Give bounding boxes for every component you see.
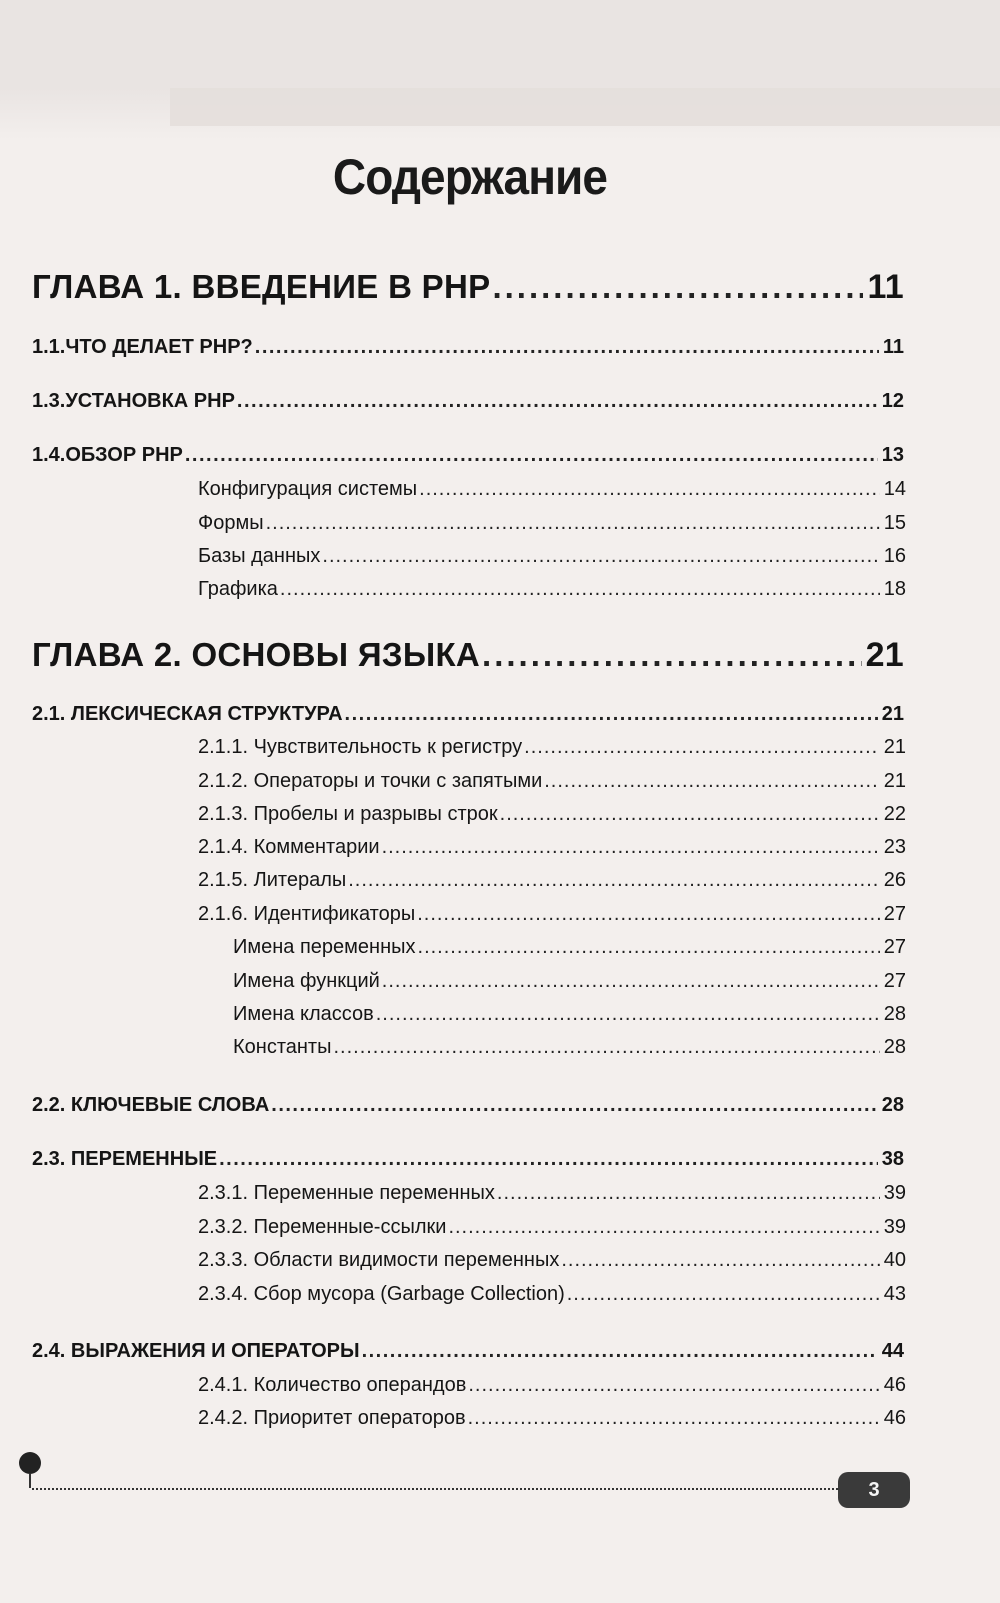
toc-page-number: 44 <box>881 1340 904 1362</box>
toc-page-number: 18 <box>883 578 906 600</box>
toc-section <box>32 1094 904 1117</box>
toc-leader-dots <box>567 1283 880 1306</box>
toc-subsection <box>198 770 906 793</box>
toc-subsection <box>198 903 906 926</box>
toc-subsection <box>198 803 906 826</box>
page-title: Содержание <box>332 149 608 205</box>
toc-page-number: 27 <box>883 936 906 958</box>
toc-leader-dots <box>280 578 880 601</box>
toc-section <box>32 1340 904 1363</box>
toc-subsubsection <box>233 1036 906 1059</box>
toc-chapter <box>32 636 904 675</box>
toc-leader-dots <box>497 1182 880 1205</box>
toc-leader-dots <box>266 512 880 535</box>
toc-entry-label: Имена функций <box>233 970 380 992</box>
toc-entry-label: 2.3.4. Сбор мусора (Garbage Collection) <box>198 1283 565 1305</box>
toc-entry-label: 2.4. ВЫРАЖЕНИЯ И ОПЕРАТОРЫ <box>32 1340 360 1362</box>
toc-entry-label: 2.4.1. Количество операндов <box>198 1374 467 1396</box>
toc-entry-label: 2.1.5. Литералы <box>198 869 347 891</box>
toc-page-number: 15 <box>883 512 906 534</box>
toc-page-number: 13 <box>881 444 904 466</box>
toc-leader-dots <box>348 869 880 892</box>
toc-leader-dots <box>362 1340 878 1363</box>
toc-subsection <box>198 1249 906 1272</box>
toc-leader-dots <box>418 936 880 959</box>
toc-page-number: 21 <box>881 703 904 725</box>
toc-entry-label: 2.3.1. Переменные переменных <box>198 1182 495 1204</box>
toc-leader-dots <box>382 836 880 859</box>
toc-page-number: 27 <box>883 903 906 925</box>
toc-leader-dots <box>500 803 880 826</box>
toc-page-number: 28 <box>883 1036 906 1058</box>
toc-subsubsection <box>233 1003 906 1026</box>
toc-entry-label: 2.1. ЛЕКСИЧЕСКАЯ СТРУКТУРА <box>32 703 343 725</box>
toc-page-number: 11 <box>882 336 904 358</box>
toc-page-number: 46 <box>883 1374 906 1396</box>
toc-page-number: 26 <box>883 869 906 891</box>
toc-entry-label: Формы <box>198 512 264 534</box>
toc-page-number: 16 <box>883 545 906 567</box>
toc-section <box>32 1148 904 1171</box>
toc-leader-dots <box>524 736 880 759</box>
toc-section <box>32 444 904 467</box>
footer-bullet-icon <box>19 1452 41 1474</box>
toc-entry-label: 2.4.2. Приоритет операторов <box>198 1407 466 1429</box>
toc-leader-dots <box>322 545 879 568</box>
toc-page-number: 39 <box>883 1216 906 1238</box>
toc-page-number: 21 <box>865 636 904 674</box>
toc-leader-dots <box>376 1003 880 1026</box>
toc-entry-label: 2.3.2. Переменные-ссылки <box>198 1216 447 1238</box>
toc-page-number: 21 <box>883 736 906 758</box>
toc-entry-label: 1.4.ОБЗОР PHP <box>32 444 183 466</box>
toc-subsection <box>198 1407 906 1430</box>
toc-page-number: 28 <box>883 1003 906 1025</box>
toc-entry-label: Имена классов <box>233 1003 374 1025</box>
toc-leader-dots <box>544 770 880 793</box>
toc-leader-dots <box>482 636 862 674</box>
toc-page-number: 46 <box>883 1407 906 1429</box>
toc-entry-label: 2.2. КЛЮЧЕВЫЕ СЛОВА <box>32 1094 270 1116</box>
toc-section <box>32 390 904 413</box>
toc-subsection <box>198 1283 906 1306</box>
toc-leader-dots <box>561 1249 879 1272</box>
toc-leader-dots <box>219 1148 878 1171</box>
toc-entry-label: Графика <box>198 578 278 600</box>
toc-page-number: 23 <box>883 836 906 858</box>
toc-leader-dots <box>468 1407 880 1430</box>
toc-leader-dots <box>255 336 879 359</box>
toc-entry-label: Имена переменных <box>233 936 416 958</box>
toc-page-number: 39 <box>883 1182 906 1204</box>
toc-subsection <box>198 869 906 892</box>
toc-entry-label: 2.3. ПЕРЕМЕННЫЕ <box>32 1148 218 1170</box>
toc-leader-dots <box>345 703 878 726</box>
toc-subsection <box>198 478 906 501</box>
toc-entry-label: 2.3.3. Области видимости переменных <box>198 1249 560 1271</box>
toc-subsection <box>198 1374 906 1397</box>
toc-entry-label: 1.1.ЧТО ДЕЛАЕТ PHP? <box>32 336 253 358</box>
toc-leader-dots <box>417 903 880 926</box>
toc-subsection <box>198 1182 906 1205</box>
toc-subsection <box>198 1216 906 1239</box>
toc-entry-label: Константы <box>233 1036 332 1058</box>
toc-entry-label: 2.1.4. Комментарии <box>198 836 380 858</box>
toc-section <box>32 336 904 359</box>
toc-page-number: 11 <box>867 268 904 306</box>
toc-leader-dots <box>382 970 880 993</box>
toc-subsection <box>198 736 906 759</box>
toc-entry-label: 2.1.2. Операторы и точки с запятыми <box>198 770 543 792</box>
toc-entry-label: 2.1.6. Идентификаторы <box>198 903 416 925</box>
toc-leader-dots <box>271 1094 877 1117</box>
toc-leader-dots <box>237 390 878 413</box>
toc-leader-dots <box>333 1036 879 1059</box>
toc-subsection <box>198 512 906 535</box>
toc-leader-dots <box>492 268 863 306</box>
toc-page-number: 38 <box>881 1148 904 1170</box>
toc-subsubsection <box>233 970 906 993</box>
toc-entry-label: 2.1.1. Чувствительность к регистру <box>198 736 523 758</box>
toc-leader-dots <box>185 444 878 467</box>
toc-subsection <box>198 545 906 568</box>
toc-subsubsection <box>233 936 906 959</box>
toc-entry-label: 1.3.УСТАНОВКА PHP <box>32 390 235 412</box>
toc-leader-dots <box>448 1216 879 1239</box>
footer-dotted-rule <box>32 1488 838 1490</box>
toc-page-number: 40 <box>883 1249 906 1271</box>
toc-page-number: 14 <box>883 478 906 500</box>
toc-page-number: 21 <box>883 770 906 792</box>
scan-shadow-band <box>170 88 1000 126</box>
toc-chapter <box>32 268 904 307</box>
toc-subsection <box>198 578 906 601</box>
toc-page-number: 12 <box>881 390 904 412</box>
page-number-badge: 3 <box>838 1472 910 1508</box>
toc-leader-dots <box>419 478 880 501</box>
toc-leader-dots <box>468 1374 879 1397</box>
toc-page-number: 27 <box>883 970 906 992</box>
toc-page-number: 43 <box>883 1283 906 1305</box>
toc-page-number: 28 <box>881 1094 904 1116</box>
toc-section <box>32 703 904 726</box>
toc-page-number: 22 <box>883 803 906 825</box>
toc-entry-label: Базы данных <box>198 545 321 567</box>
toc-entry-label: Конфигурация системы <box>198 478 418 500</box>
toc-subsection <box>198 836 906 859</box>
toc-entry-label: ГЛАВА 1. ВВЕДЕНИЕ В PHP <box>32 268 491 305</box>
footer-tick <box>29 1474 31 1488</box>
toc-entry-label: 2.1.3. Пробелы и разрывы строк <box>198 803 498 825</box>
toc-entry-label: ГЛАВА 2. ОСНОВЫ ЯЗЫКА <box>32 636 481 673</box>
